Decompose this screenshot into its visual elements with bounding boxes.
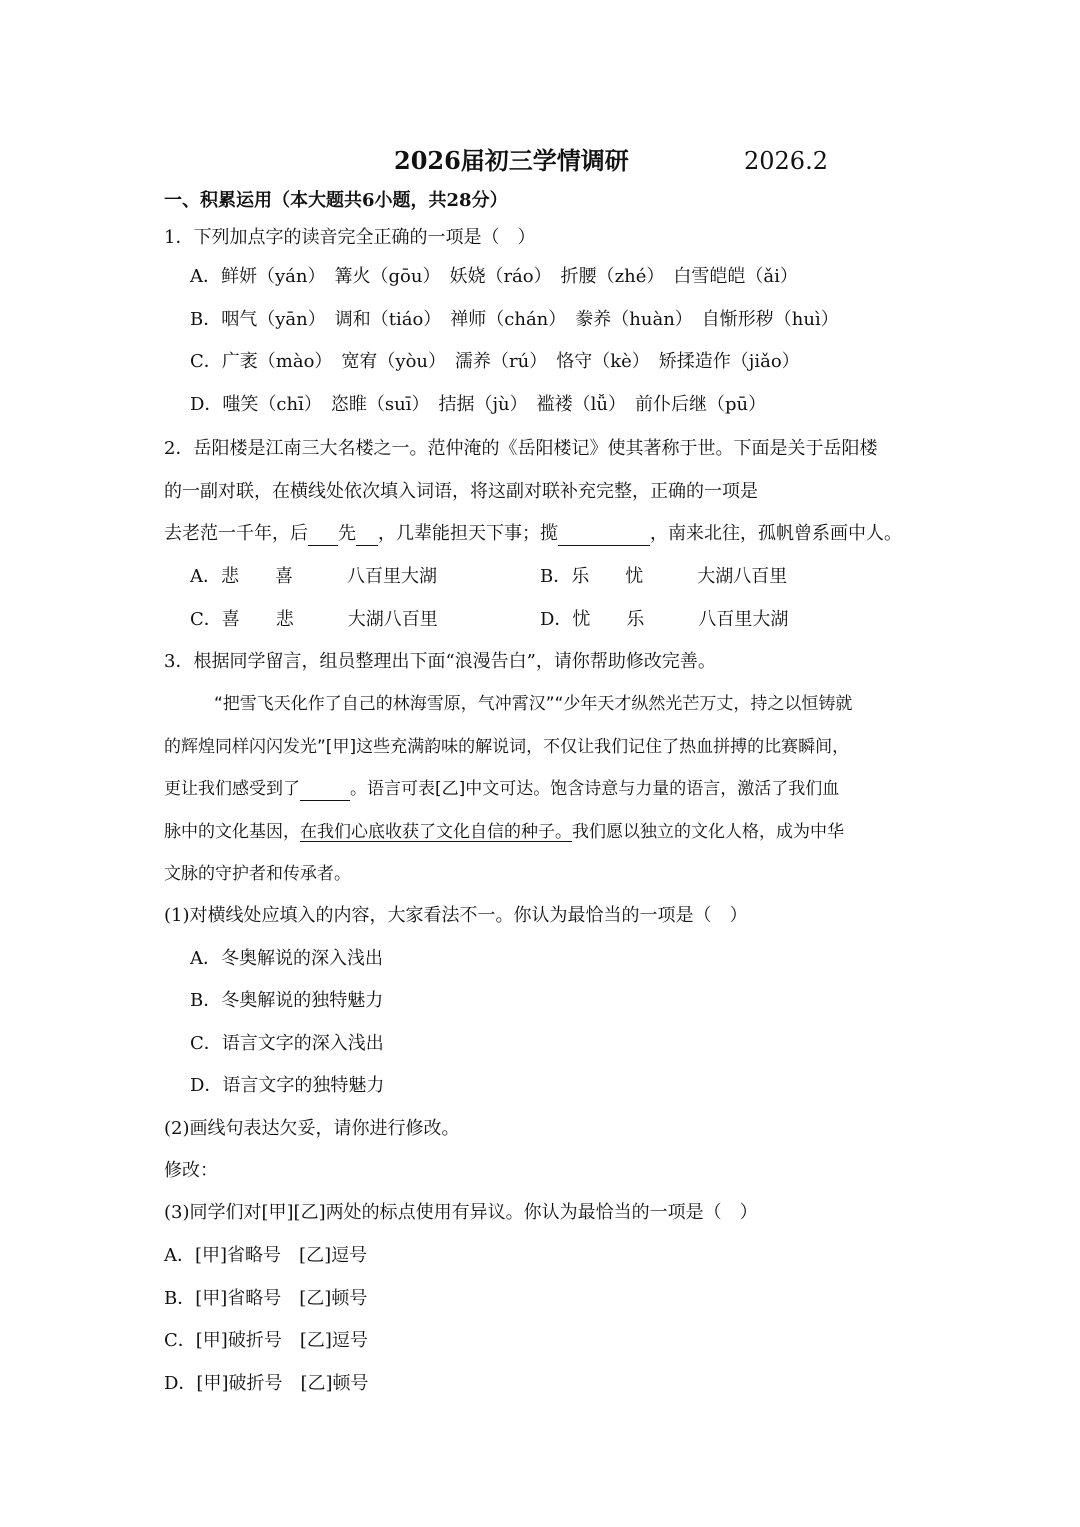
q1-stem: 1．下列加点字的读音完全正确的一项是（ ）	[164, 227, 536, 248]
couplet-blank-3	[558, 525, 650, 546]
q2-stem-line1: 2．岳阳楼是江南三大名楼之一。范仲淹的《岳阳楼记》使其著称于世。下面是关于岳阳楼	[164, 438, 878, 459]
q3-passage-line2: 的辉煌同样闪闪发光”[甲]这些充满韵味的解说词，不仅让我们记住了热血拼搏的比赛瞬间，	[164, 737, 850, 757]
q1-option-c: C．广袤（mào） 宽宥（yòu） 濡养（rú） 恪守（kè） 矫揉造作（jiǎo）	[190, 351, 800, 372]
q1-option-d: D．嗤笑（chī） 恣睢（suī） 拮据（jù） 褴褛（lǚ） 前仆后继（pū）	[190, 394, 767, 415]
q3-passage-line5: 文脉的守护者和传承者。	[164, 864, 351, 884]
couplet-blank-1	[308, 525, 338, 546]
q3-sub3-option-b: B．[甲]省略号 [乙]顿号	[164, 1288, 368, 1309]
q2-option-a: A．悲 喜 八百里大湖	[190, 566, 437, 587]
q3-sub1-option-b: B．冬奥解说的独特魅力	[190, 990, 384, 1011]
q1-option-b: B．咽气（yān） 调和（tiáo） 禅师（chán） 豢养（huàn） 自惭形秽（huì）	[190, 309, 839, 330]
passage-line4-part1: 脉中的文化基因，	[164, 822, 300, 842]
passage-line3-part1: 更让我们感受到了	[164, 779, 300, 799]
exam-title: 2026届初三学情调研	[394, 146, 629, 175]
q3-sub3-stem: (3)同学们对[甲][乙]两处的标点使用有异议。你认为最恰当的一项是（ ）	[164, 1202, 758, 1223]
underlined-sentence: 在我们心底收获了文化自信的种子。	[300, 822, 572, 842]
q3-sub3-option-c: C．[甲]破折号 [乙]逗号	[164, 1330, 368, 1351]
couplet-part-2: 先	[338, 523, 356, 544]
passage-line3-part2: 。语言可表[乙]中文可达。饱含诗意与力量的语言，激活了我们血	[350, 779, 840, 799]
q3-sub2-stem: (2)画线句表达欠妥，请你进行修改。	[164, 1118, 460, 1139]
q3-stem: 3．根据同学留言，组员整理出下面“浪漫告白”，请你帮助修改完善。	[164, 651, 716, 672]
q3-passage-line3	[164, 777, 839, 801]
q3-passage-line1: “把雪飞天化作了自己的林海雪原，气冲霄汉”“少年天才纵然光芒万丈，持之以恒铸就	[214, 694, 853, 714]
passage-blank	[300, 780, 350, 801]
q3-passage-line4	[164, 820, 844, 844]
couplet-part-4: ，南来北往，孤帆曾系画中人。	[650, 523, 902, 544]
q2-stem-line2: 的一副对联，在横线处依次填入词语，将这副对联补充完整，正确的一项是	[164, 481, 758, 502]
q2-option-b: B．乐 忧 大湖八百里	[540, 566, 788, 587]
q3-sub1-stem: (1)对横线处应填入的内容，大家看法不一。你认为最恰当的一项是（ ）	[164, 905, 748, 926]
q3-sub2-answer-label: 修改：	[164, 1160, 218, 1181]
q2-option-c: C．喜 悲 大湖八百里	[190, 609, 438, 630]
q1-option-a: A．鲜妍（yán） 篝火（gōu） 妖娆（ráo） 折腰（zhé） 白雪皑皑（ǎi）	[190, 266, 798, 287]
q3-sub1-option-d: D．语言文字的独特魅力	[190, 1075, 385, 1096]
couplet-part-1: 去老范一千年，后	[164, 523, 308, 544]
exam-date: 2026.2	[744, 147, 828, 175]
q3-sub1-option-a: A．冬奥解说的深入浅出	[190, 948, 383, 969]
section-heading: 一、积累运用（本大题共6小题，共28分）	[164, 190, 508, 211]
q2-couplet	[164, 522, 902, 546]
q2-option-d: D．忧 乐 八百里大湖	[540, 609, 789, 630]
q3-sub3-option-d: D．[甲]破折号 [乙]顿号	[164, 1373, 369, 1394]
couplet-part-3: ，几辈能担天下事；揽	[378, 523, 558, 544]
q3-sub1-option-c: C．语言文字的深入浅出	[190, 1033, 384, 1054]
q3-sub3-option-a: A．[甲]省略号 [乙]逗号	[164, 1245, 368, 1266]
couplet-blank-2	[356, 525, 378, 546]
passage-line4-part3: 我们愿以独立的文化人格，成为中华	[572, 822, 844, 842]
